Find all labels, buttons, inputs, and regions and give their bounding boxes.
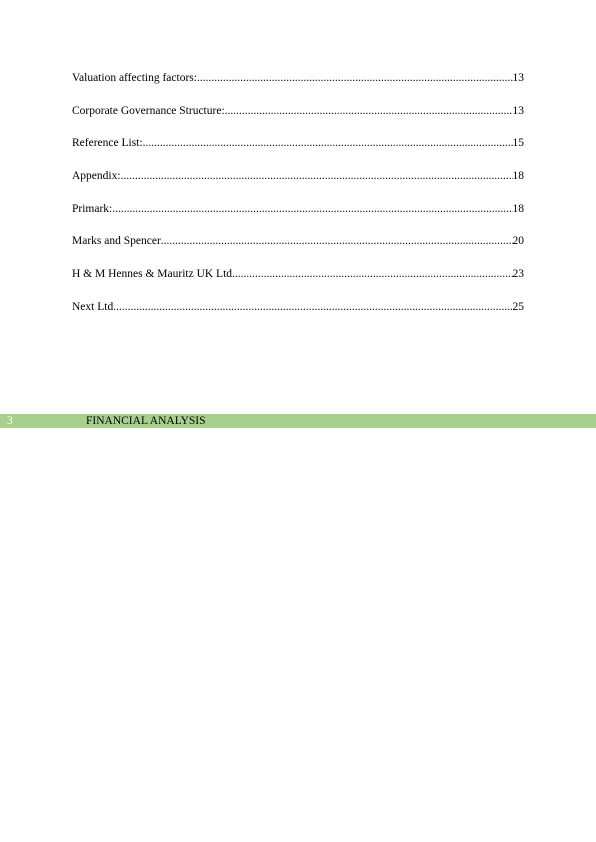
toc-dot-leader (143, 136, 513, 150)
toc-entry-primark[interactable] (72, 202, 524, 235)
toc-entry-hm-hennes-mauritz[interactable] (72, 267, 524, 300)
footer-title: FINANCIAL ANALYSIS (86, 415, 206, 427)
toc-entry-page: 13 (512, 72, 524, 84)
toc-entry-title: Primark: (72, 202, 113, 215)
toc-entry-page: 18 (512, 202, 524, 215)
toc-dot-leader (161, 234, 513, 248)
table-of-contents (72, 71, 524, 333)
toc-entry-title: Corporate Governance Structure: (72, 104, 225, 117)
toc-entry-marks-and-spencer[interactable] (72, 234, 524, 267)
footer-band (0, 414, 596, 428)
toc-entry-title: Appendix: (72, 170, 121, 183)
toc-dot-leader (121, 169, 513, 183)
toc-entry-page: 15 (512, 137, 524, 150)
toc-entry-next-ltd[interactable] (72, 300, 524, 333)
toc-entry-reference-list[interactable] (72, 136, 524, 169)
toc-entry-title: Valuation affecting factors: (72, 72, 197, 84)
toc-entry-page: 20 (512, 235, 524, 248)
toc-entry-page: 25 (512, 300, 524, 313)
footer-page-number: 3 (7, 415, 13, 427)
toc-dot-leader (232, 267, 512, 281)
toc-dot-leader (113, 300, 512, 314)
toc-dot-leader (225, 104, 513, 118)
toc-dot-leader (197, 71, 513, 85)
toc-entry-title: H & M Hennes & Mauritz UK Ltd (72, 268, 233, 281)
toc-entry-valuation-affecting-factors[interactable] (72, 71, 524, 104)
toc-entry-page: 18 (512, 170, 524, 183)
toc-entry-page: 23 (512, 268, 524, 281)
toc-entry-title: Marks and Spencer (72, 235, 161, 248)
toc-entry-corporate-governance-structure[interactable] (72, 104, 524, 137)
toc-entry-page: 13 (512, 104, 524, 117)
toc-entry-appendix[interactable] (72, 169, 524, 202)
toc-entry-title: Reference List: (72, 137, 143, 150)
toc-dot-leader (112, 202, 512, 216)
toc-entry-title: Next Ltd (72, 300, 114, 313)
